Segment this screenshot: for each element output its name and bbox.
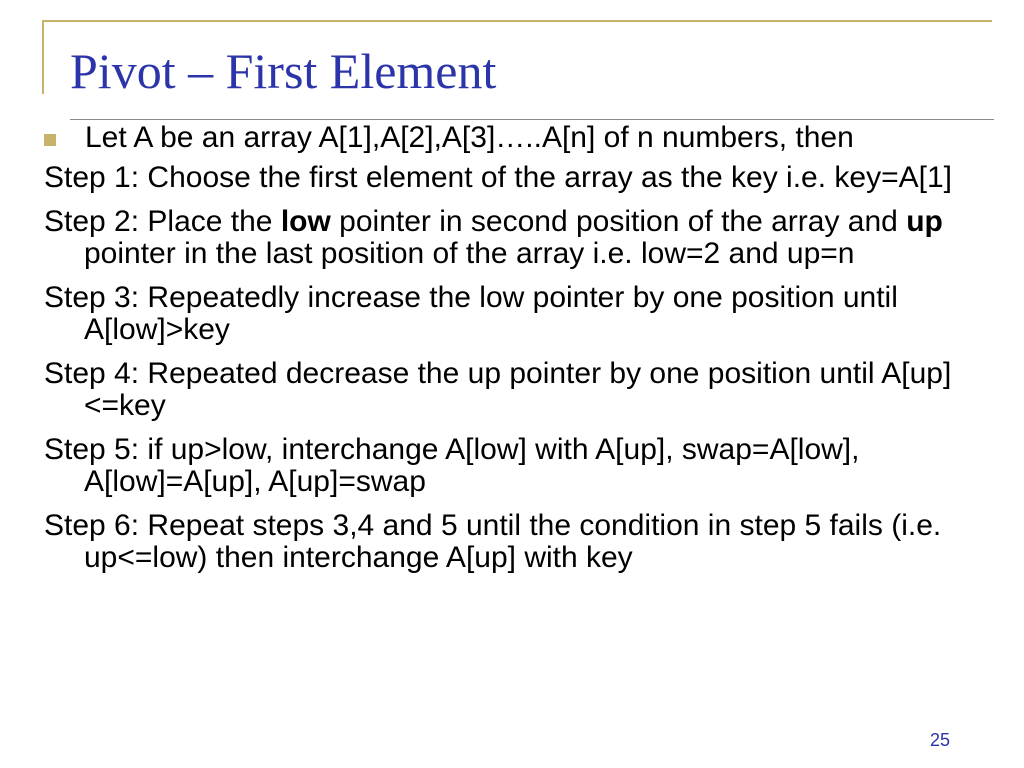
step-2-text-after-up: pointer in the last position of the array i.e. low=2 and up=n — [84, 237, 855, 270]
step-6-text: Step 6: Repeat steps 3,4 and 5 until the condition in step 5 fails (i.e. up<=low) then interchange A[up] with key — [44, 509, 942, 574]
up-keyword: up — [906, 205, 943, 238]
step-2 — [44, 206, 994, 270]
intro-bullet-item — [44, 122, 994, 154]
step-1 — [44, 162, 994, 194]
step-3-text: Step 3: Repeatedly increase the low pointer by one position until A[low]>key — [44, 281, 898, 346]
page-number: 25 — [930, 730, 951, 750]
slide-frame-top-line — [42, 20, 992, 22]
step-2-text-before-low: Step 2: Place the — [44, 205, 281, 238]
intro-bullet-text: Let A be an array A[1],A[2],A[3]…..A[n] of n numbers, then — [85, 121, 854, 154]
step-5-text: Step 5: if up>low, interchange A[low] with A[up], swap=A[low], A[low]=A[up], A[up]=swap — [44, 433, 860, 498]
step-5 — [44, 434, 994, 498]
square-bullet-icon — [44, 134, 56, 146]
step-4-text: Step 4: Repeated decrease the up pointer by one position until A[up]<=key — [44, 357, 952, 422]
low-keyword: low — [280, 205, 331, 238]
step-1-text: Step 1: Choose the first element of the array as the key i.e. key=A[1] — [44, 161, 952, 194]
step-3 — [44, 282, 994, 346]
step-4 — [44, 358, 994, 422]
step-6 — [44, 510, 994, 574]
slide-content — [44, 122, 994, 586]
slide-title: Pivot – First Element — [70, 43, 497, 99]
slide-frame-left-line — [42, 20, 44, 94]
step-2-text-after-low: pointer in second position of the array and — [330, 205, 907, 238]
title-underline — [70, 119, 994, 120]
